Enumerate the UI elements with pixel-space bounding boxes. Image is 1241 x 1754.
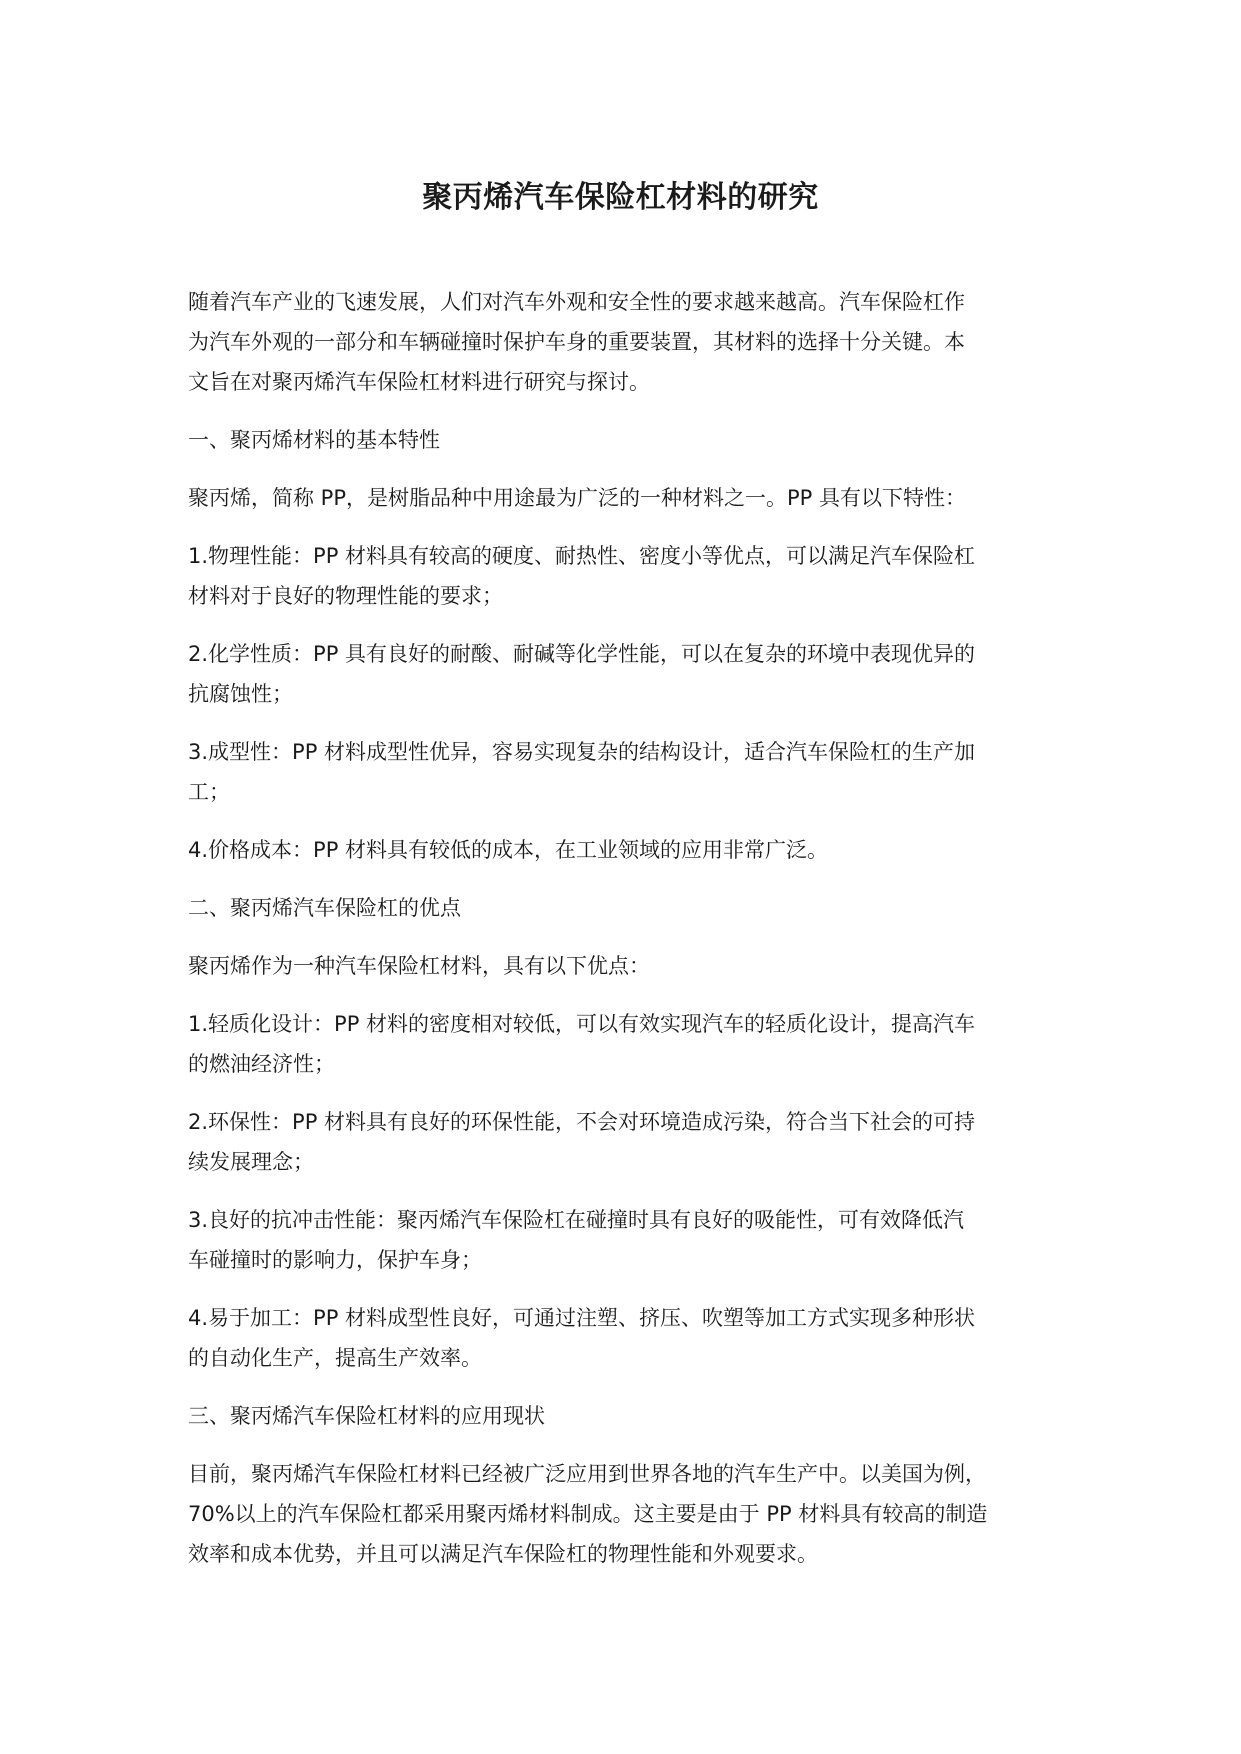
text-line: 2.化学性质：PP 具有良好的耐酸、耐碱等化学性能，可以在复杂的环境中表现优异的 [188,642,976,666]
document-title: 聚丙烯汽车保险杠材料的研究 [422,180,819,215]
text-line: 1.轻质化设计：PP 材料的密度相对较低，可以有效实现汽车的轻质化设计，提高汽车 [188,1012,976,1036]
paragraph [188,1200,1068,1280]
text-line: 目前，聚丙烯汽车保险杠材料已经被广泛应用到世界各地的汽车生产中。以美国为例， [188,1462,986,1486]
section-heading [188,420,1068,460]
text-line: 二、聚丙烯汽车保险杠的优点 [188,896,461,920]
text-line: 一、聚丙烯材料的基本特性 [188,428,440,452]
section-heading [188,888,1068,928]
text-line: 1.物理性能：PP 材料具有较高的硬度、耐热性、密度小等优点，可以满足汽车保险杠 [188,544,976,568]
paragraph [188,830,1068,870]
text-line: 聚丙烯作为一种汽车保险杠材料，具有以下优点： [188,954,650,978]
text-line: 文旨在对聚丙烯汽车保险杠材料进行研究与探讨。 [188,370,650,394]
paragraph [188,732,1068,812]
paragraph [188,1454,1068,1574]
text-line: 3.良好的抗冲击性能：聚丙烯汽车保险杠在碰撞时具有良好的吸能性，可有效降低汽 [188,1208,965,1232]
paragraph [188,634,1068,714]
text-line: 工； [188,780,230,804]
text-line: 材料对于良好的物理性能的要求； [188,584,503,608]
text-line: 聚丙烯，简称 PP，是树脂品种中用途最为广泛的一种材料之一。PP 具有以下特性： [188,486,967,510]
text-line: 效率和成本优势，并且可以满足汽车保险杠的物理性能和外观要求。 [188,1542,818,1566]
text-line: 车碰撞时的影响力，保护车身； [188,1248,482,1272]
text-line: 的自动化生产，提高生产效率。 [188,1346,482,1370]
text-line: 随着汽车产业的飞速发展，人们对汽车外观和安全性的要求越来越高。汽车保险杠作 [188,290,965,314]
section-heading [188,1396,1068,1436]
text-line: 抗腐蚀性； [188,682,293,706]
text-line: 70%以上的汽车保险杠都采用聚丙烯材料制成。这主要是由于 PP 材料具有较高的制造 [188,1502,988,1526]
text-line: 三、聚丙烯汽车保险杠材料的应用现状 [188,1404,545,1428]
paragraph [188,282,1068,402]
paragraph [188,1102,1068,1182]
paragraph [188,536,1068,616]
text-line: 为汽车外观的一部分和车辆碰撞时保护车身的重要装置，其材料的选择十分关键。本 [188,330,965,354]
document-body [188,282,1068,1592]
paragraph [188,478,1068,518]
text-line: 4.易于加工：PP 材料成型性良好，可通过注塑、挤压、吹塑等加工方式实现多种形状 [188,1306,976,1330]
text-line: 3.成型性：PP 材料成型性优异，容易实现复杂的结构设计，适合汽车保险杠的生产加 [188,740,976,764]
text-line: 的燃油经济性； [188,1052,335,1076]
text-line: 2.环保性：PP 材料具有良好的环保性能，不会对环境造成污染，符合当下社会的可持 [188,1110,976,1134]
paragraph [188,1004,1068,1084]
paragraph [188,1298,1068,1378]
text-line: 续发展理念； [188,1150,314,1174]
text-line: 4.价格成本：PP 材料具有较低的成本，在工业领域的应用非常广泛。 [188,838,829,862]
paragraph [188,946,1068,986]
